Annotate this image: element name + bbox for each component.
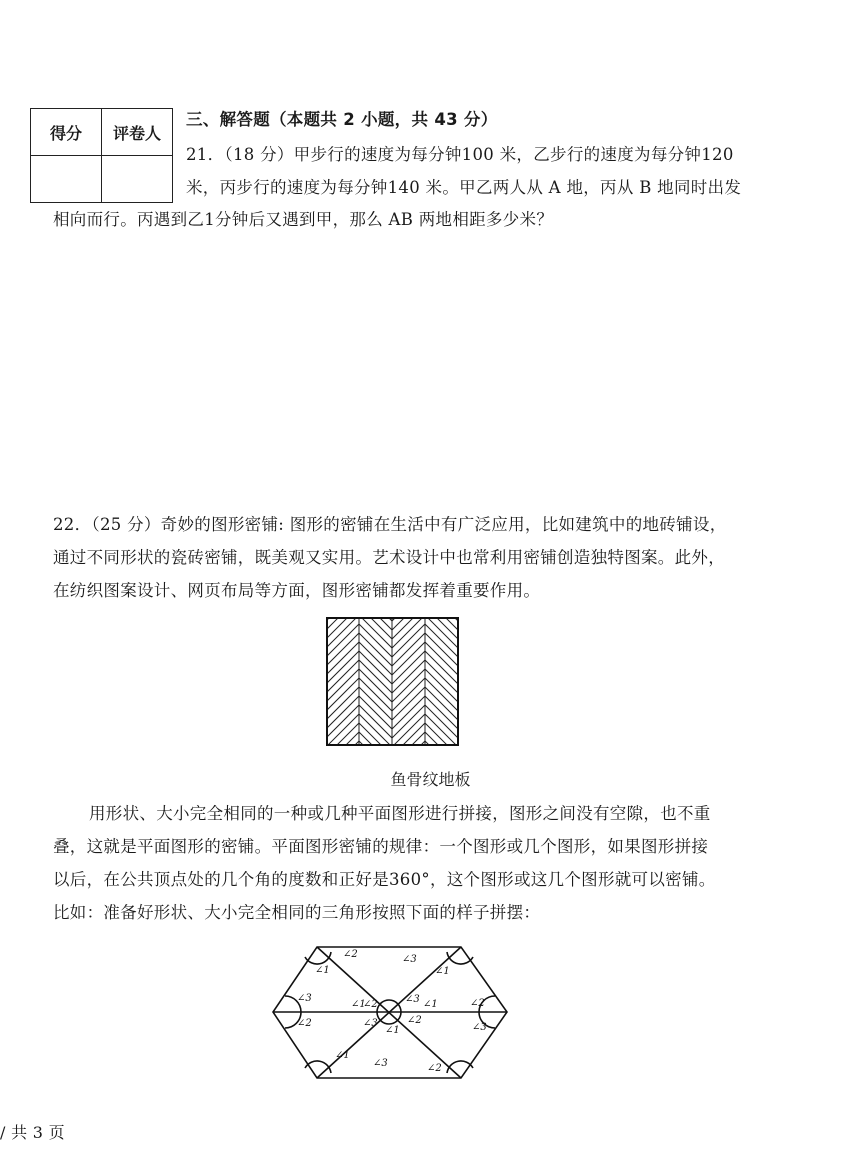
para-line2: 叠，这就是平面图形的密铺。平面图形密铺的规律：一个图形或几个图形，如果图形拼接 <box>53 837 709 856</box>
q21-line2: 米，丙步行的速度为每分钟140 米。甲乙两人从 A 地，丙从 B 地同时出发 <box>186 178 742 197</box>
figure1-caption: 鱼骨纹地板 <box>390 770 471 789</box>
angle-label: ∠1 <box>385 1025 400 1036</box>
q21-line1: 21．（18 分）甲步行的速度为每分钟100 米，乙步行的速度为每分钟120 <box>186 145 734 164</box>
angle-label: ∠2 <box>297 1018 312 1029</box>
hexagon-triangle-tiling-figure <box>265 940 515 1085</box>
score-table <box>30 108 173 203</box>
q21-line3: 相向而行。丙遇到乙1分钟后又遇到甲，那么 AB 两地相距多少米？ <box>53 210 554 229</box>
herringbone-floor-figure <box>326 617 459 746</box>
page-footer: / 共 3 页 <box>0 1123 65 1142</box>
angle-label: ∠1 <box>315 965 330 976</box>
angle-label: ∠2 <box>470 998 485 1009</box>
angle-label: ∠3 <box>297 993 312 1004</box>
section-title: 三、解答题（本题共 2 小题，共 43 分） <box>186 110 498 129</box>
angle-label: ∠1 <box>435 966 450 977</box>
angle-label: ∠2 <box>427 1063 442 1074</box>
para-line4: 比如：准备好形状、大小完全相同的三角形按照下面的样子拼摆： <box>53 903 541 922</box>
q22-line2: 通过不同形状的瓷砖密铺，既美观又实用。艺术设计中也常利用密铺创造独特图案。此外， <box>53 548 725 567</box>
angle-label: ∠1 <box>351 999 366 1010</box>
q22-line3: 在纺织图案设计、网页布局等方面，图形密铺都发挥着重要作用。 <box>53 581 541 600</box>
angle-label: ∠3 <box>405 994 420 1005</box>
para-line1: 用形状、大小完全相同的一种或几种平面图形进行拼接，图形之间没有空隙，也不重 <box>89 804 711 823</box>
angle-label: ∠2 <box>363 999 378 1010</box>
angle-label: ∠2 <box>343 949 358 960</box>
angle-label: ∠3 <box>472 1022 487 1033</box>
angle-label: ∠3 <box>363 1018 378 1029</box>
score-header: 得分 <box>31 109 102 156</box>
para-line3: 以后，在公共顶点处的几个角的度数和正好是360°，这个图形或这几个图形就可以密铺。 <box>53 870 716 889</box>
score-cell[interactable] <box>31 156 102 203</box>
angle-label: ∠1 <box>335 1050 350 1061</box>
angle-label: ∠2 <box>407 1015 422 1026</box>
angle-label: ∠3 <box>373 1058 388 1069</box>
angle-label: ∠3 <box>402 954 417 965</box>
grader-header: 评卷人 <box>102 109 173 156</box>
grader-cell[interactable] <box>102 156 173 203</box>
angle-label: ∠1 <box>423 999 438 1010</box>
q22-line1: 22．（25 分）奇妙的图形密铺: 图形的密铺在生活中有广泛应用，比如建筑中的地砖铺设， <box>53 515 727 534</box>
